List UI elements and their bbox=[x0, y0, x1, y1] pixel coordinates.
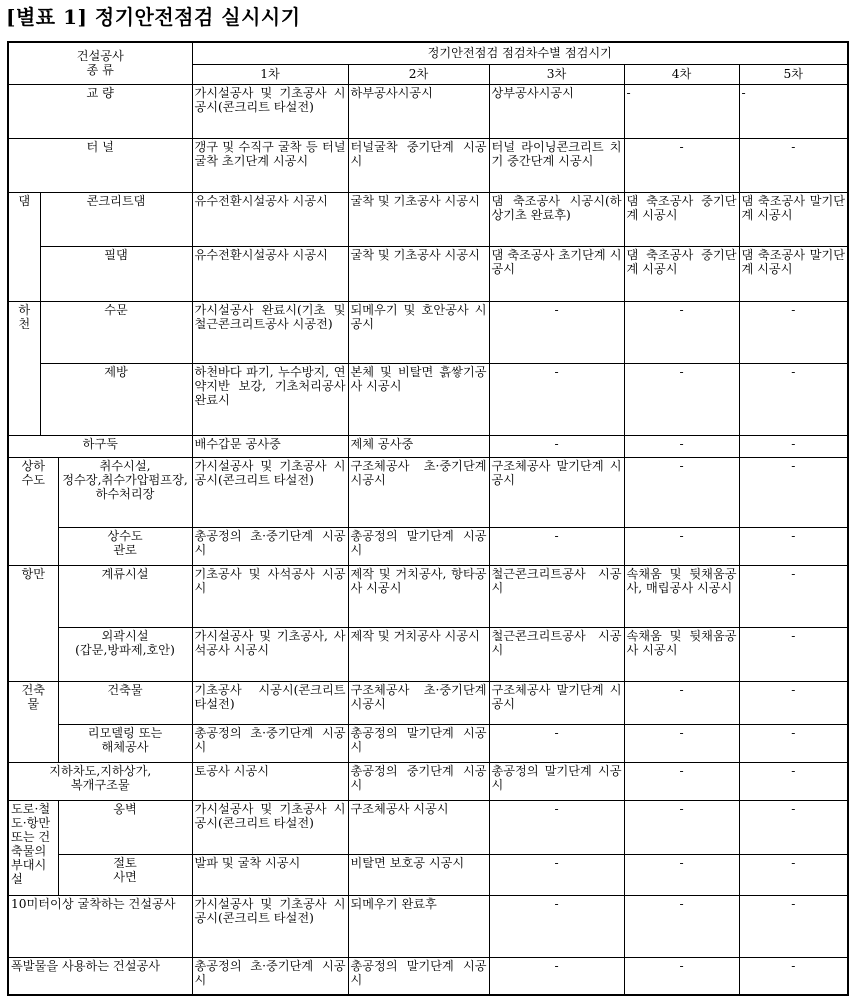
group-cell-port: 항만 bbox=[8, 565, 58, 681]
round-5-cell: - bbox=[739, 527, 848, 565]
round-4-cell: - bbox=[624, 301, 739, 363]
round-1-cell: 총공정의 초·중기단계 시공시 bbox=[192, 527, 348, 565]
round-2-cell: 터널굴착 중기단계 시공시 bbox=[348, 138, 489, 192]
table-row bbox=[8, 762, 848, 800]
round-1-header: 1차 bbox=[192, 64, 348, 84]
round-2-cell: 비탈면 보호공 시공시 bbox=[348, 854, 489, 895]
round-3-cell: - bbox=[489, 363, 624, 435]
round-2-cell: 총공정의 말기단계 시공시 bbox=[348, 957, 489, 995]
round-3-cell: - bbox=[489, 957, 624, 995]
round-5-cell: - bbox=[739, 957, 848, 995]
table-row bbox=[8, 435, 848, 457]
round-5-cell: - bbox=[739, 457, 848, 527]
round-2-cell: 하부공사시공시 bbox=[348, 84, 489, 138]
round-5-cell: - bbox=[739, 435, 848, 457]
type-cell: 제방 bbox=[40, 363, 192, 435]
round-3-cell: - bbox=[489, 800, 624, 854]
round-2-cell: 제체 공사중 bbox=[348, 435, 489, 457]
schedule-header: 정기안전점검 점검차수별 점검시기 bbox=[192, 42, 848, 64]
type-cell: 터 널 bbox=[8, 138, 192, 192]
type-cell: 지하차도,지하상가, 복개구조물 bbox=[8, 762, 192, 800]
round-3-cell: 댐 축조공사 시공시(하상기초 완료후) bbox=[489, 192, 624, 246]
round-5-cell: - bbox=[739, 800, 848, 854]
type-cell: 폭발물을 사용하는 건설공사 bbox=[8, 957, 192, 995]
type-cell: 계류시설 bbox=[58, 565, 192, 627]
type-cell: 하구둑 bbox=[8, 435, 192, 457]
round-5-cell: - bbox=[739, 138, 848, 192]
round-5-cell: - bbox=[739, 84, 848, 138]
round-2-cell: 제작 및 거치공사, 항타공사 시공시 bbox=[348, 565, 489, 627]
round-4-cell: - bbox=[624, 435, 739, 457]
round-4-cell: 속채움 및 뒷채움공사 시공시 bbox=[624, 627, 739, 681]
table-row bbox=[8, 854, 848, 895]
round-2-cell: 구조체공사 초·중기단계 시공시 bbox=[348, 457, 489, 527]
round-2-cell: 굴착 및 기초공사 시공시 bbox=[348, 246, 489, 301]
table-row bbox=[8, 363, 848, 435]
round-5-cell: - bbox=[739, 854, 848, 895]
round-1-cell: 가시설공사 및 기초공사 시공시(콘크리트 타설전) bbox=[192, 800, 348, 854]
round-2-cell: 총공정의 말기단계 시공시 bbox=[348, 527, 489, 565]
type-cell: 교 량 bbox=[8, 84, 192, 138]
type-cell: 리모델링 또는 해체공사 bbox=[58, 724, 192, 762]
round-4-cell: 댐 축조공사 중기단계 시공시 bbox=[624, 246, 739, 301]
table-row bbox=[8, 84, 848, 138]
group-cell-building: 건축 물 bbox=[8, 681, 58, 762]
type-cell: 옹벽 bbox=[58, 800, 192, 854]
round-3-cell: 구조체공사 말기단계 시공시 bbox=[489, 681, 624, 724]
group-cell-ancillary: 도로·철도·항만 또는 건축물의 부대시설 bbox=[8, 800, 58, 895]
round-5-cell: - bbox=[739, 762, 848, 800]
round-4-cell: - bbox=[624, 895, 739, 957]
round-5-cell: - bbox=[739, 565, 848, 627]
round-5-cell: - bbox=[739, 681, 848, 724]
round-3-cell: - bbox=[489, 895, 624, 957]
table-row bbox=[8, 724, 848, 762]
round-1-cell: 가시설공사 및 기초공사 시공시(콘크리트 타설전) bbox=[192, 457, 348, 527]
page-title: [별표 1] 정기안전점검 실시시기 bbox=[6, 5, 301, 29]
table-row bbox=[8, 681, 848, 724]
round-2-header: 2차 bbox=[348, 64, 489, 84]
round-5-cell: - bbox=[739, 301, 848, 363]
round-5-cell: - bbox=[739, 895, 848, 957]
round-4-cell: - bbox=[624, 724, 739, 762]
group-cell-water: 상하 수도 bbox=[8, 457, 58, 565]
type-cell: 절토 사면 bbox=[58, 854, 192, 895]
round-4-cell: - bbox=[624, 527, 739, 565]
table-row bbox=[8, 957, 848, 995]
type-cell: 수문 bbox=[40, 301, 192, 363]
table-row bbox=[8, 192, 848, 246]
round-2-cell: 구조체공사 시공시 bbox=[348, 800, 489, 854]
round-2-cell: 되메우기 완료후 bbox=[348, 895, 489, 957]
round-3-cell: - bbox=[489, 435, 624, 457]
table-row bbox=[8, 895, 848, 957]
type-cell: 건축물 bbox=[58, 681, 192, 724]
round-1-cell: 토공사 시공시 bbox=[192, 762, 348, 800]
table-row bbox=[8, 800, 848, 854]
round-5-cell: 댐 축조공사 말기단계 시공시 bbox=[739, 246, 848, 301]
round-1-cell: 총공정의 초·중기단계 시공시 bbox=[192, 957, 348, 995]
round-1-cell: 가시설공사 및 기초공사 시공시(콘크리트 타설전) bbox=[192, 84, 348, 138]
header-row bbox=[8, 42, 848, 64]
round-1-cell: 유수전환시설공사 시공시 bbox=[192, 192, 348, 246]
round-1-cell: 가시설공사 완료시(기초 및 철근콘크리트공사 시공전) bbox=[192, 301, 348, 363]
round-3-header: 3차 bbox=[489, 64, 624, 84]
round-1-cell: 갱구 및 수직구 굴착 등 터널굴착 초기단계 시공시 bbox=[192, 138, 348, 192]
round-2-cell: 제작 및 거치공사 시공시 bbox=[348, 627, 489, 681]
round-1-cell: 유수전환시설공사 시공시 bbox=[192, 246, 348, 301]
round-3-cell: - bbox=[489, 724, 624, 762]
construction-type-header: 건설공사 종 류 bbox=[8, 42, 192, 84]
round-1-cell: 가시설공사 및 기초공사 시공시(콘크리트 타설전) bbox=[192, 895, 348, 957]
group-cell-river: 하 천 bbox=[8, 301, 40, 435]
round-1-cell: 발파 및 굴착 시공시 bbox=[192, 854, 348, 895]
table-row bbox=[8, 457, 848, 527]
round-3-cell: 총공정의 말기단계 시공시 bbox=[489, 762, 624, 800]
round-1-cell: 기초공사 시공시(콘크리트 타설전) bbox=[192, 681, 348, 724]
round-4-cell: - bbox=[624, 762, 739, 800]
round-3-cell: - bbox=[489, 527, 624, 565]
round-4-cell: 속채움 및 뒷채움공사, 매립공사 시공시 bbox=[624, 565, 739, 627]
table-row bbox=[8, 246, 848, 301]
round-2-cell: 굴착 및 기초공사 시공시 bbox=[348, 192, 489, 246]
round-3-cell: 터널 라이닝콘크리트 치기 중간단계 시공시 bbox=[489, 138, 624, 192]
round-3-cell: - bbox=[489, 854, 624, 895]
table-row bbox=[8, 138, 848, 192]
type-cell: 10미터이상 굴착하는 건설공사 bbox=[8, 895, 192, 957]
round-4-cell: - bbox=[624, 957, 739, 995]
type-cell: 취수시설, 정수장,취수가압펌프장, 하수처리장 bbox=[58, 457, 192, 527]
round-4-cell: 댐 축조공사 중기단계 시공시 bbox=[624, 192, 739, 246]
round-3-cell: 철근콘크리트공사 시공시 bbox=[489, 565, 624, 627]
round-4-cell: - bbox=[624, 84, 739, 138]
round-3-cell: - bbox=[489, 301, 624, 363]
table-row bbox=[8, 301, 848, 363]
round-3-cell: 상부공사시공시 bbox=[489, 84, 624, 138]
table-row bbox=[8, 565, 848, 627]
round-5-cell: - bbox=[739, 363, 848, 435]
round-4-header: 4차 bbox=[624, 64, 739, 84]
round-2-cell: 총공정의 말기단계 시공시 bbox=[348, 724, 489, 762]
round-1-cell: 기초공사 및 사석공사 시공시 bbox=[192, 565, 348, 627]
round-2-cell: 되메우기 및 호안공사 시공시 bbox=[348, 301, 489, 363]
round-4-cell: - bbox=[624, 138, 739, 192]
type-cell: 외곽시설 (갑문,방파제,호안) bbox=[58, 627, 192, 681]
round-3-cell: 구조체공사 말기단계 시공시 bbox=[489, 457, 624, 527]
round-1-cell: 하천바다 파기, 누수방지, 연약지반 보강, 기초처리공사 완료시 bbox=[192, 363, 348, 435]
round-2-cell: 본체 및 비탈면 흙쌓기공사 시공시 bbox=[348, 363, 489, 435]
round-1-cell: 가시설공사 및 기초공사, 사석공사 시공시 bbox=[192, 627, 348, 681]
round-1-cell: 총공정의 초·중기단계 시공시 bbox=[192, 724, 348, 762]
round-3-cell: 철근콘크리트공사 시공시 bbox=[489, 627, 624, 681]
round-5-cell: 댐 축조공사 말기단계 시공시 bbox=[739, 192, 848, 246]
round-4-cell: - bbox=[624, 363, 739, 435]
inspection-schedule-table bbox=[7, 41, 849, 996]
round-4-cell: - bbox=[624, 681, 739, 724]
round-5-header: 5차 bbox=[739, 64, 848, 84]
type-cell: 콘크리트댐 bbox=[40, 192, 192, 246]
type-cell: 필댐 bbox=[40, 246, 192, 301]
type-cell: 상수도 관로 bbox=[58, 527, 192, 565]
round-4-cell: - bbox=[624, 457, 739, 527]
round-4-cell: - bbox=[624, 800, 739, 854]
table-row bbox=[8, 527, 848, 565]
round-4-cell: - bbox=[624, 854, 739, 895]
round-2-cell: 총공정의 중기단계 시공시 bbox=[348, 762, 489, 800]
round-5-cell: - bbox=[739, 724, 848, 762]
round-2-cell: 구조체공사 초·중기단계 시공시 bbox=[348, 681, 489, 724]
round-1-cell: 배수갑문 공사중 bbox=[192, 435, 348, 457]
round-3-cell: 댐 축조공사 초기단계 시공시 bbox=[489, 246, 624, 301]
table-row bbox=[8, 627, 848, 681]
round-5-cell: - bbox=[739, 627, 848, 681]
group-cell-dam: 댐 bbox=[8, 192, 40, 301]
